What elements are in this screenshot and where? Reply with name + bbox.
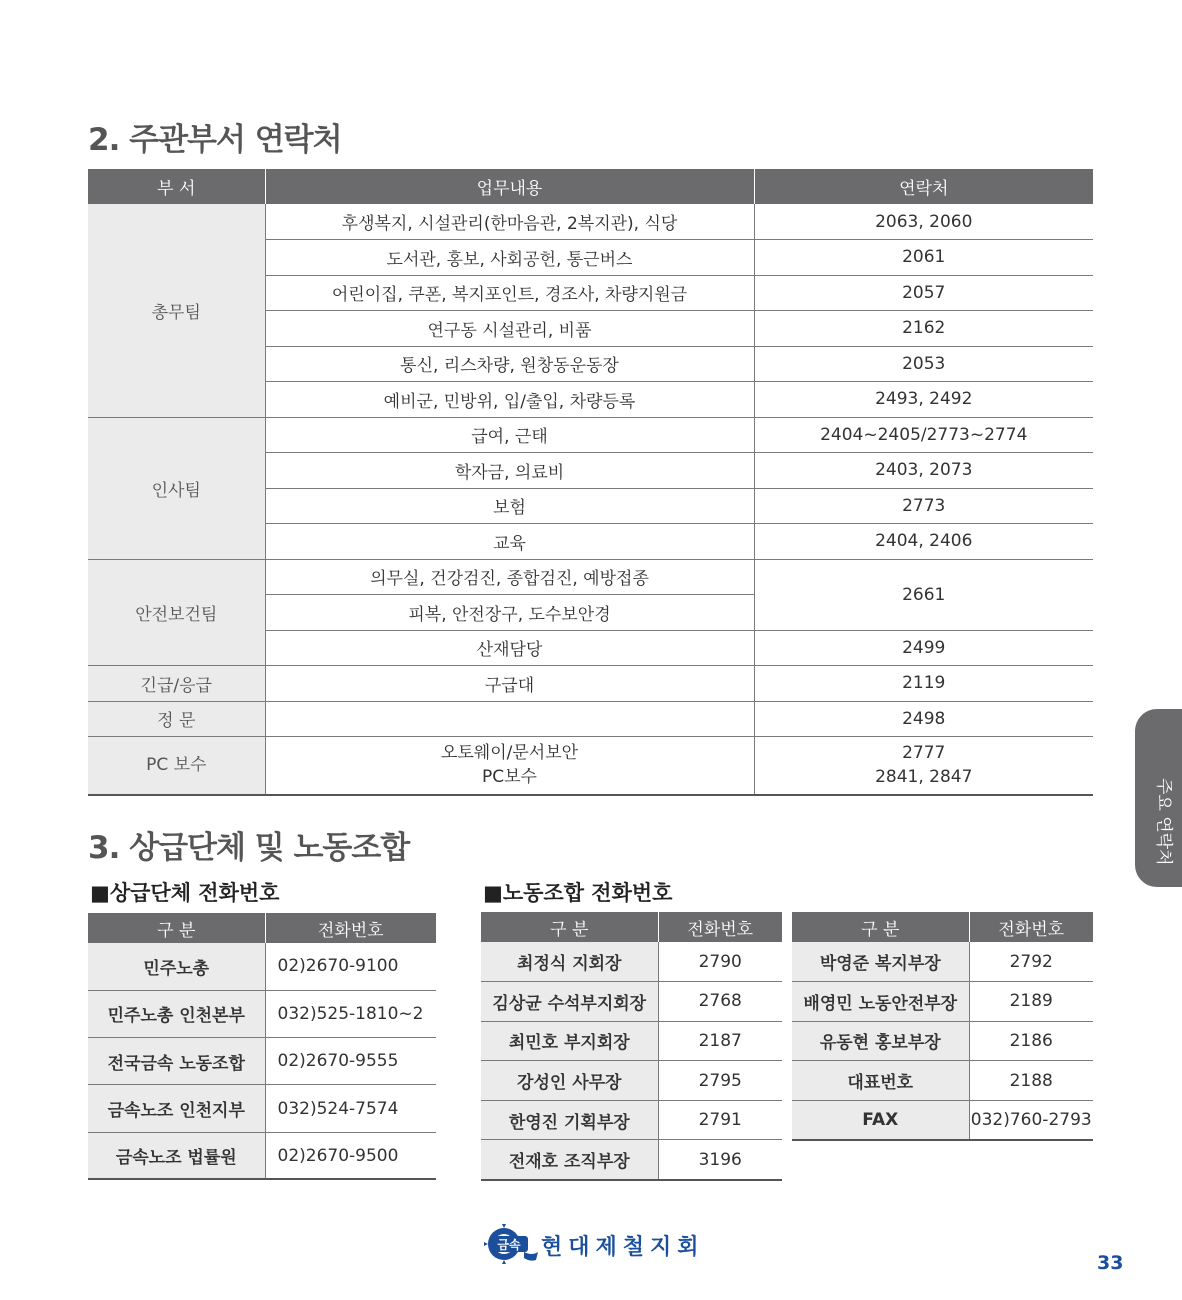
phone-number: 2189 <box>969 982 1093 1022</box>
task-cell <box>265 737 754 795</box>
union-subtitle: ■노동조합 전화번호 <box>483 881 673 905</box>
dept-cell: 정 문 <box>88 701 265 737</box>
org-name: 금속노조 법률원 <box>88 1132 265 1179</box>
task-cell: 보험 <box>265 488 754 524</box>
upper-org-subtitle: ■상급단체 전화번호 <box>90 881 280 905</box>
task-cell: 교육 <box>265 524 754 560</box>
contact-line: 2777 <box>902 743 946 764</box>
contact-cell: 2773 <box>754 488 1093 524</box>
phone-number: 2188 <box>969 1061 1093 1101</box>
member-name: FAX <box>792 1100 969 1140</box>
header-dept: 부 서 <box>88 169 265 204</box>
table-header-row <box>88 169 1093 204</box>
member-name: 최정식 지회장 <box>481 942 658 982</box>
table-header-row <box>481 912 782 942</box>
table-row <box>88 1038 436 1085</box>
table-row <box>481 1021 782 1061</box>
phone-number: 2795 <box>658 1061 782 1101</box>
table-row <box>88 1085 436 1132</box>
task-line: 오토웨이/문서보안 <box>440 743 579 764</box>
task-cell: 산재담당 <box>265 630 754 666</box>
member-name: 대표번호 <box>792 1061 969 1101</box>
organization-name: 현대제철지회 <box>541 1235 705 1260</box>
phone-number: 02)2670-9500 <box>265 1132 436 1179</box>
union-phone-table-right <box>792 912 1093 1141</box>
section-2-title: 2. 주관부서 연락처 <box>88 122 342 158</box>
dept-cell: 총무팀 <box>88 204 265 417</box>
phone-number: 032)760-2793 <box>969 1100 1093 1140</box>
contact-cell: 2119 <box>754 666 1093 702</box>
header-phone: 전화번호 <box>265 913 436 943</box>
header-category: 구 분 <box>481 912 658 942</box>
table-row <box>88 204 1093 240</box>
contact-cell <box>754 737 1093 795</box>
header-phone: 전화번호 <box>969 912 1093 942</box>
dept-cell: PC 보수 <box>88 737 265 795</box>
org-name: 전국금속 노동조합 <box>88 1038 265 1085</box>
emblem-wing <box>524 1252 538 1261</box>
table-row <box>88 666 1093 702</box>
table-row <box>88 701 1093 737</box>
task-cell: 피복, 안전장구, 도수보안경 <box>265 595 754 631</box>
table-row <box>88 737 1093 795</box>
header-task: 업무내용 <box>265 169 754 204</box>
task-cell: 도서관, 홍보, 사회공헌, 통근버스 <box>265 240 754 276</box>
contact-cell: 2661 <box>754 559 1093 630</box>
org-name: 민주노총 <box>88 943 265 990</box>
phone-number: 032)524-7574 <box>265 1085 436 1132</box>
table-row <box>792 1021 1093 1061</box>
table-row <box>88 417 1093 453</box>
task-cell <box>265 701 754 737</box>
org-name: 금속노조 인천지부 <box>88 1085 265 1132</box>
table-row <box>481 942 782 982</box>
contact-cell: 2061 <box>754 240 1093 276</box>
table-header-row <box>88 913 436 943</box>
member-name: 박영준 복지부장 <box>792 942 969 982</box>
task-cell: 학자금, 의료비 <box>265 453 754 489</box>
table-header-row <box>792 912 1093 942</box>
task-cell: 예비군, 민방위, 입/출입, 차량등록 <box>265 382 754 418</box>
table-row <box>481 982 782 1022</box>
table-row <box>481 1140 782 1180</box>
table-row <box>88 559 1093 595</box>
dept-cell: 인사팀 <box>88 417 265 559</box>
contact-cell: 2403, 2073 <box>754 453 1093 489</box>
member-name: 전재호 조직부장 <box>481 1140 658 1180</box>
contact-cell: 2404, 2406 <box>754 524 1093 560</box>
union-phone-table-left <box>481 912 782 1181</box>
contact-cell: 2499 <box>754 630 1093 666</box>
header-phone: 전화번호 <box>658 912 782 942</box>
table-row <box>88 1132 436 1179</box>
task-cell: 급여, 근태 <box>265 417 754 453</box>
phone-number: 2186 <box>969 1021 1093 1061</box>
page-number: 33 <box>1097 1252 1124 1274</box>
table-row <box>792 1100 1093 1140</box>
table-row <box>481 1061 782 1101</box>
phone-number: 2792 <box>969 942 1093 982</box>
table-row <box>792 942 1093 982</box>
table-row <box>792 1061 1093 1101</box>
dept-cell: 긴급/응급 <box>88 666 265 702</box>
phone-number: 2790 <box>658 942 782 982</box>
dept-cell: 안전보건팀 <box>88 559 265 666</box>
table-row <box>792 982 1093 1022</box>
table-row <box>481 1100 782 1140</box>
org-name: 민주노총 인천본부 <box>88 990 265 1037</box>
table-row <box>88 990 436 1037</box>
contact-line: 2841, 2847 <box>875 767 973 788</box>
contact-cell: 2057 <box>754 275 1093 311</box>
contact-cell: 2162 <box>754 311 1093 347</box>
union-emblem-icon <box>484 1222 540 1264</box>
task-cell: 연구동 시설관리, 비품 <box>265 311 754 347</box>
contact-cell: 2498 <box>754 701 1093 737</box>
task-cell: 후생복지, 시설관리(한마음관, 2복지관), 식당 <box>265 204 754 240</box>
task-cell: 어린이집, 쿠폰, 복지포인트, 경조사, 차량지원금 <box>265 275 754 311</box>
task-cell: 의무실, 건강검진, 종합검진, 예방접종 <box>265 559 754 595</box>
department-contact-table <box>88 169 1093 796</box>
header-contact: 연락처 <box>754 169 1093 204</box>
phone-number: 032)525-1810~2 <box>265 990 436 1037</box>
member-name: 배영민 노동안전부장 <box>792 982 969 1022</box>
phone-number: 02)2670-9555 <box>265 1038 436 1085</box>
member-name: 최민호 부지회장 <box>481 1021 658 1061</box>
section-3-title: 3. 상급단체 및 노동조합 <box>88 830 410 866</box>
table-row <box>88 943 436 990</box>
member-name: 김상균 수석부지회장 <box>481 982 658 1022</box>
phone-number: 3196 <box>658 1140 782 1180</box>
task-cell: 통신, 리스차량, 원창동운동장 <box>265 346 754 382</box>
contact-cell: 2063, 2060 <box>754 204 1093 240</box>
phone-number: 2768 <box>658 982 782 1022</box>
contact-cell: 2404~2405/2773~2774 <box>754 417 1093 453</box>
emblem-text: 금속 <box>497 1238 521 1252</box>
upper-org-table <box>88 913 436 1180</box>
member-name: 한영진 기획부장 <box>481 1100 658 1140</box>
task-cell: 구급대 <box>265 666 754 702</box>
member-name: 강성인 사무장 <box>481 1061 658 1101</box>
phone-number: 02)2670-9100 <box>265 943 436 990</box>
contact-cell: 2053 <box>754 346 1093 382</box>
phone-number: 2791 <box>658 1100 782 1140</box>
contact-cell: 2493, 2492 <box>754 382 1093 418</box>
member-name: 유동현 홍보부장 <box>792 1021 969 1061</box>
task-line: PC보수 <box>482 767 537 788</box>
header-category: 구 분 <box>792 912 969 942</box>
phone-number: 2187 <box>658 1021 782 1061</box>
side-index-tab-label <box>1154 778 1179 818</box>
header-category: 구 분 <box>88 913 265 943</box>
